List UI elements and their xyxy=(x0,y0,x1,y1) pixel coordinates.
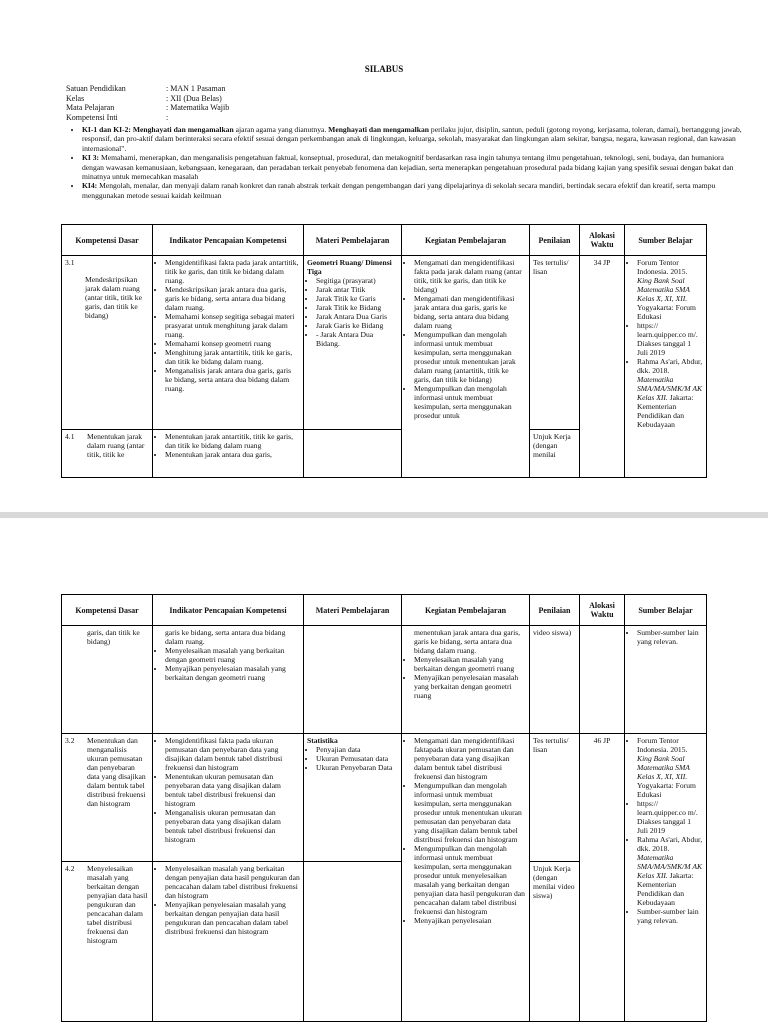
header-kegiatan: Kegiatan Pembelajaran xyxy=(402,595,530,626)
kompetensi-inti-list xyxy=(56,125,744,200)
header-indikator: Indikator Pencapaian Kompetensi xyxy=(153,595,304,626)
meta-value: : Matematika Wajib xyxy=(166,103,230,112)
penilaian-cell: video siswa) xyxy=(530,626,580,734)
meta-value: : xyxy=(166,112,169,122)
table-row xyxy=(62,626,707,734)
indikator-cell: • Menentukan jarak antartitik, titik ke garis, dan titik ke bidang dalam ruang • Menentukan jarak antara dua garis, xyxy=(153,430,304,478)
kegiatan-cell: menentukan jarak antara dua garis, garis ke bidang, serta antara dua bidang dalam ruang. • Menyelesaikan masalah yang berkaitan dengan geometri ruang • Menyajikan penyelesaian masalah yang berkaitan dengan geometri ruang xyxy=(402,626,530,734)
penilaian-cell: Unjuk Kerja (dengan menilai xyxy=(530,430,580,478)
indikator-cell: • Mengidentifikasi fakta pada ukuran pemusatan dan penyebaran data yang disajikan dalam bentuk tabel distribusi frekuensi dan histogram • Menentukan ukuran pemusatan dan penyebaran data yang disajikan dalam bentuk tabel distribusi frekuensi dan histogram • Menganalisis ukuran pemusatan dan penyebaran data yang disajikan dalam bentuk tabel distribusi frekuensi dan histogram xyxy=(153,734,304,862)
table-header-row xyxy=(62,225,707,256)
kegiatan-cell: • Mengamati dan mengidentifikasi faktapada ukuran pemusatan dan penyebaran data yang disajikan dalam bentuk tabel distribusi frekuensi dan histogram • Mengumpulkan dan mengolah informasi untuk membuat kesimpulan, serta menggunakan prosedur untuk menentukan ukuran pemusatan dan penyebaran data yang disajikan dalam bentuk tabel distribusi frekuensi dan histogram • Mengumpulkan dan mengolah informasi untuk membuat kesimpulan, serta menggunakan prosedur untuk menyelesaikan masalah yang berkaitan dengan penyajian data hasil pengukuran dan pencacahan dalam tabel distribusi frekuensi dan histogram • Menyajikan penyelesaian xyxy=(402,734,530,1022)
penilaian-cell: Tes tertulis/ lisan xyxy=(530,734,580,862)
meta-key: Kompetensi Inti xyxy=(66,112,118,122)
ki-item: • KI-1 dan KI-2: Menghayati dan mengamalkan ajaran agama yang dianutnya. Menghayati dan mengamalkan perilaku jujur, disiplin, santun, peduli (gotong royong, kerjasama, toleran, damai), bertanggung jawab, responsif, dan pro-aktif dalam berinteraksi secara efektif sesuai dengan perkembangan anak di lingkungan, keluarga, sekolah, masyarakat dan lingkungan alam sekitar, bangsa, negara, kawasan regional, dan kawasan internasional". xyxy=(82,125,744,153)
alokasi-cell xyxy=(580,626,625,734)
meta-key: Mata Pelajaran xyxy=(66,103,115,112)
meta-row xyxy=(66,113,229,123)
header-indikator: Indikator Pencapaian Kompetensi xyxy=(153,225,304,256)
penilaian-cell: Unjuk Kerja (dengan menilai video siswa) xyxy=(530,862,580,1022)
kd-cell: 4.1 Menentukan jarak dalam ruang (antar titik, titik ke xyxy=(62,430,153,478)
meta-value: : XII (Dua Belas) xyxy=(166,93,222,103)
meta-row xyxy=(66,94,229,104)
materi-cell: Geometri Ruang/ Dimensi Tiga • Segitiga (prasyarat) • Jarak antar Titik • Jarak Titik ke Garis • Jarak Titik ke Bidang • Jarak Antara Dua Garis • Jarak Garis ke Bidang • - Jarak Antara Dua Bidang. xyxy=(304,256,402,430)
header-materi: Materi Pembelajaran xyxy=(304,225,402,256)
ki-item: • KI 3: Memahami, menerapkan, dan menganalisis pengetahuan faktual, konseptual, prosedural, dan metakognitif berdasarkan rasa ingin tahunya tentang ilmu pengetahuan, teknologi, seni, budaya, dan humaniora dengan wawasan kemanusiaan, kebangsaan, kenegaraan, dan peradaban terkait penyebab fenomena dan kejadian, serta menerapkan pengetahuan prosedural pada bidang kajian yang spesifik sesuai dengan bakat dan minatnya untuk memecahkan masalah xyxy=(82,153,744,181)
header-alokasi: Alokasi Waktu xyxy=(580,595,625,626)
ki-item: • KI4: Mengolah, menalar, dan menyaji dalam ranah konkret dan ranah abstrak terkait dengan pengembangan dari yang dipelajarinya di sekolah secara mandiri, bertindak secara efektif dan kreatif, serta mampu menggunakan metode sesuai kaidah keilmuan xyxy=(82,181,744,200)
meta-key: Satuan Pendidikan xyxy=(66,84,126,93)
syllabus-table-2 xyxy=(61,594,707,1022)
meta-row xyxy=(66,103,229,113)
materi-cell xyxy=(304,626,402,734)
header-alokasi: Alokasi Waktu xyxy=(580,225,625,256)
kegiatan-cell: • Mengamati dan mengidentifikasi fakta pada jarak dalam ruang (antar titik, titik ke garis, dan titik ke bidang) • Mengamati dan mengidentifikasi jarak antara dua garis, garis ke bidang, serta antara dua bidang dalam ruang • Mengumpulkan dan mengolah informasi untuk membuat kesimpulan, serta menggunakan prosedur untuk menentukan jarak dalam ruang (antartitik, titik ke garis, dan titik ke bidang) • Mengumpulkan dan mengolah informasi untuk membuat kesimpulan, serta menggunakan prosedur untuk xyxy=(402,256,530,478)
header-penilaian: Penilaian xyxy=(530,595,580,626)
meta-key: Kelas xyxy=(66,93,85,103)
materi-cell xyxy=(304,430,402,478)
header-kegiatan: Kegiatan Pembelajaran xyxy=(402,225,530,256)
meta-row xyxy=(66,84,229,94)
header-materi: Materi Pembelajaran xyxy=(304,595,402,626)
materi-cell: Statistika • Penyajian data • Ukuran Pemusatan data • Ukuran Penyebaran Data xyxy=(304,734,402,862)
header-penilaian: Penilaian xyxy=(530,225,580,256)
kd-cell: 3.2 Menentukan dan menganalisis ukuran pemusatan dan penyebaran data yang disajikan dalam bentuk tabel distribusi frekuensi dan histogram xyxy=(62,734,153,862)
indikator-cell: • Menyelesaikan masalah yang berkaitan dengan penyajian data hasil pengukuran dan pencacahan dalam tabel distribusi frekuensi dan histogram • Menyajikan penyelesaian masalah yang berkaitan dengan penyajian data hasil pengukuran dan pencacahan dalam tabel distribusi frekuensi dan histogram xyxy=(153,862,304,1022)
indikator-cell: garis ke bidang, serta antara dua bidang dalam ruang. • Menyelesaikan masalah yang berkaitan dengan geometri ruang • Menyajikan penyelesaian masalah yang berkaitan dengan geometri ruang xyxy=(153,626,304,734)
alokasi-cell: 46 JP xyxy=(580,734,625,1022)
meta-value: : MAN 1 Pasaman xyxy=(166,84,226,93)
sumber-cell: • Forum Tentor Indonesia. 2015. King Bank Soal Matematika SMA Kelas X, XI, XII. Yogyakarta: Forum Edukasi • https:// learn.quipper.co m/. Diakses tanggal 1 Juli 2019 • Rahma As'ari, Abdur, dkk. 2018. Matematika SMA/MA/SMK/M AK Kelas XII. Jakarta: Kementerian Pendidikan dan Kebudayaan xyxy=(625,256,707,478)
table-header-row xyxy=(62,595,707,626)
header-sumber: Sumber Belajar xyxy=(625,225,707,256)
table-row xyxy=(62,256,707,430)
meta-block xyxy=(66,84,229,122)
header-kd: Kompetensi Dasar xyxy=(62,225,153,256)
sumber-cell: • Sumber-sumber lain yang relevan. xyxy=(625,626,707,734)
document-page-2 xyxy=(0,518,768,1024)
sumber-cell: • Forum Tentor Indonesia. 2015. King Bank Soal Matematika SMA Kelas X, XI, XII. Yogyakarta: Forum Edukasi • https:// learn.quipper.co m/. Diakses tanggal 1 Juli 2019 • Rahma As'ari, Abdur, dkk. 2018. Matematika SMA/MA/SMK/M AK Kelas XII. Jakarta: Kementerian Pendidikan dan Kebudayaan • Sumber-sumber lain yang relevan. xyxy=(625,734,707,1022)
kd-cell: 4.2 Menyelesaikan masalah yang berkaitan dengan penyajian data hasil pengukuran dan pencacahan dalam tabel distribusi frekuensi dan histogram xyxy=(62,862,153,1022)
kd-cell: 3.1 Mendeskripsikan jarak dalam ruang (antar titik, titik ke garis, dan titik ke bidang) xyxy=(62,256,153,430)
header-sumber: Sumber Belajar xyxy=(625,595,707,626)
penilaian-cell: Tes tertulis/ lisan xyxy=(530,256,580,430)
syllabus-table-1 xyxy=(61,224,707,478)
materi-cell xyxy=(304,862,402,1022)
table-row xyxy=(62,734,707,862)
kd-cell: garis, dan titik ke bidang) xyxy=(62,626,153,734)
document-title: SILABUS xyxy=(364,64,404,74)
header-kd: Kompetensi Dasar xyxy=(62,595,153,626)
indikator-cell: • Mengidentifikasi fakta pada jarak antartitik, titik ke garis, dan titik ke bidang dalam ruang. • Mendeskripsikan jarak antara dua garis, garis ke bidang, serta antara dua bidang dalam ruang. • Memahami konsep segitiga sebagai materi prasyarat untuk menghitung jarak dalam ruang. • Memahami konsep geometri ruang • Menghitung jarak antartitik, titik ke garis, dan titik ke bidang dalam ruang. • Menganalisis jarak antara dua garis, garis ke bidang, serta antara dua bidang dalam ruang. xyxy=(153,256,304,430)
alokasi-cell: 34 JP xyxy=(580,256,625,478)
